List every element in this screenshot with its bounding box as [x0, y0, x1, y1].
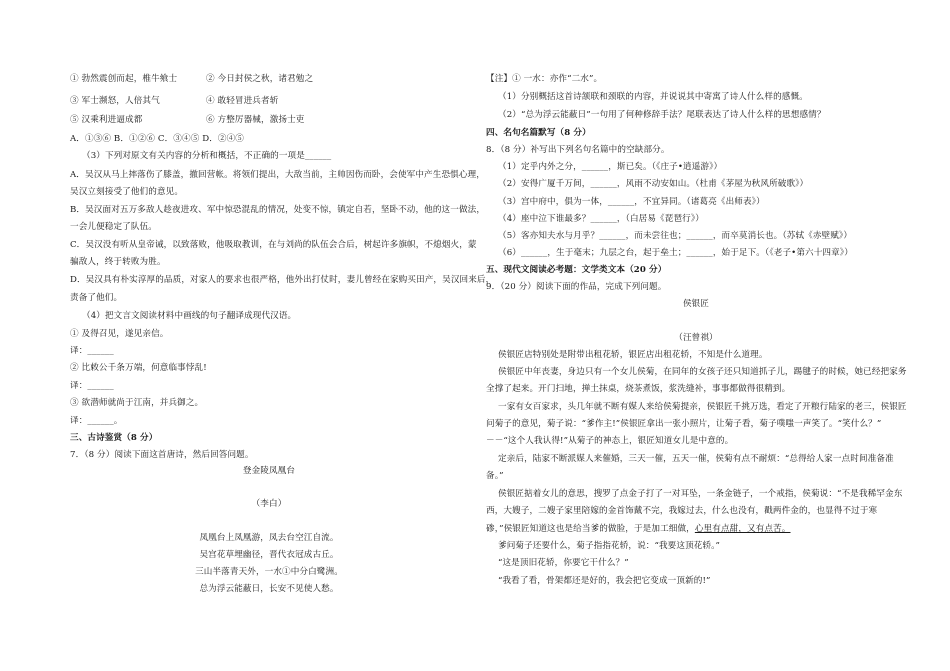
option-3: ③ 军士濒怒，人倍其气 — [70, 96, 160, 106]
question-3: （3）下列对原文有关内容的分析和概括，不正确的一项是______ — [82, 151, 332, 161]
choice-d-line-2: 责备了他们。 — [70, 293, 123, 303]
choice-d-line-1: D．吴汉具有朴实淳厚的品质，对家人的要求也很严格，他外出打仗时，妻儿曾经在家购买田产，吴汉回来后， — [70, 275, 495, 285]
poem-line-2: 吴宫花草埋幽径，晋代衣冠成古丘。 — [199, 550, 339, 560]
poem-question-1: （1）分别概括这首诗颔联和颈联的内容，并说说其中寄寓了诗人什么样的感慨。 — [498, 92, 808, 102]
section-4-heading: 四、名句名篇默写（8 分） — [486, 128, 591, 138]
option-row-1 — [70, 73, 314, 85]
poem-author: （李白） — [251, 499, 287, 509]
translate-3-answer: 译：______。 — [70, 416, 123, 426]
option-5: ⑤ 汉乘利进逼成都 — [70, 115, 143, 125]
choice-b-line-1: B．吴汉面对五万多敌人趁夜进攻、军中惊恐混乱的情况，处变不惊，镇定自若，坚卧不动，他的这一做法， — [70, 205, 486, 215]
option-2: ② 今日封侯之秋，诸君勉之 — [206, 74, 314, 84]
poem-note: 【注】① 一水：亦作“二水”。 — [486, 74, 603, 84]
question-9: 9．（20 分）阅读下面的作品，完成下列问题。 — [486, 282, 667, 292]
story-para-3-line-2: 问菊子的意见，菊子说：“爹作主!”侯银匠拿出一张小照片，让菊子看，菊子噗嗤一声笑了。“笑什么？” — [486, 419, 882, 429]
option-row-2 — [70, 95, 279, 107]
choice-c-line-1: C．吴汉没有听从皇帝诫，以致落败，他吸取教训，在与刘尚的队伍会合后，树起许多旗帜，不熄烟火，蒙 — [70, 240, 477, 250]
poem-line-1: 凤凰台上凤凰游，凤去台空江自流。 — [199, 533, 339, 543]
story-para-7: “这是顶旧花轿，你要它干什么？” — [498, 558, 629, 568]
story-title: 侯银匠 — [682, 299, 710, 309]
story-para-6: 爹问菊子还要什么，菊子指指花轿，说：“我要这顶花轿。” — [498, 541, 721, 551]
fill-2: （2）安得广厦千万间，______，风雨不动安如山。（杜甫《茅屋为秋风所破歌》） — [498, 179, 809, 189]
option-row-3 — [70, 114, 305, 126]
poem-line-4: 总为浮云能蔽日，长安不见使人愁。 — [199, 584, 339, 594]
story-para-4-line-1: 定亲后，陆家不断派媒人来催婚，三天一催，五天一催，侯菊有点不耐烦：“总得给人家一点时间准备准 — [498, 454, 894, 464]
section-3-heading: 三、古诗鉴赏（8 分） — [70, 433, 158, 443]
fill-3: （3）宫中府中，俱为一体，______，不宜异同。（诸葛亮《出师表》） — [498, 197, 765, 207]
story-para-1: 侯银匠店特别处是附带出租花轿，银匠店出租花轿，不知是什么道理。 — [498, 350, 768, 360]
story-para-2-line-1: 侯银匠中年丧妻，身边只有一个女儿侯菊，在同年的女孩子还只知道抓子儿，踢毽子的时候，她已经把家务 — [498, 367, 907, 377]
story-para-8: “我看了看，骨架都还是好的，我会把它变成一顶新的!” — [498, 576, 711, 586]
translate-1: ① 及得召见，遂见亲信。 — [70, 329, 169, 339]
translate-3: ③ 欲潜师就尚于江南，并兵御之。 — [70, 398, 204, 408]
section-5-heading: 五、现代文阅读必考题：文学类文本（20 分） — [486, 265, 667, 275]
poem-line-3: 三山半落青天外，一水①中分白鹭洲。 — [195, 567, 343, 577]
question-4: （4）把文言文阅读材料中画线的句子翻译成现代汉语。 — [82, 311, 297, 321]
choice-c-line-2: 骗敌人，终于转败为胜。 — [70, 257, 166, 267]
fill-6: （6）______，生于毫末；九层之台，起于垒土；______，始于足下。（《老子•第六十四章》） — [498, 248, 853, 258]
choice-a-line-2: 吴汉立刻接受了他们的意见。 — [70, 187, 184, 197]
option-6: ⑥ 方整厉器械，激扬士吏 — [206, 115, 305, 125]
option-4: ④ 敢轻冒进兵者斩 — [206, 96, 279, 106]
fill-5: （5）客亦知夫水与月乎？______，而未尝往也；______，而卒莫消长也。（苏轼《赤壁赋》） — [498, 231, 853, 241]
story-para-2-line-2: 全撑了起来。开门扫地，掸土抹桌，烧茶煮饭，浆洗缝补，事事都做得很精到。 — [486, 384, 791, 394]
story-para-5-line-3 — [486, 523, 791, 535]
choice-a-line-1: A．吴汉从马上摔落伤了膝盖，撤回营帐。将领们提出，大敌当前，主帅因伤而卧，会使军中产生恐惧心理， — [70, 170, 485, 180]
story-para-3-line-3: －－“这个人我认得!”从菊子的神态上，银匠知道女儿是中意的。 — [486, 436, 734, 446]
story-para-5-text: 碜，”侯银匠知道这也是给当爹的做脸，于是加工细做， — [486, 524, 695, 534]
fill-1: （1）定乎内外之分，______，斯已矣。（《庄子•逍遥游》） — [498, 162, 723, 172]
story-author: （汪曾祺） — [674, 333, 718, 343]
story-para-5-line-1: 侯银匠掂着女儿的意思，搜罗了点金子打了一对耳坠，一条金链子，一个戒指，侯菊说：“不是我稀罕金东 — [498, 489, 903, 499]
translate-2-answer: 译：______ — [70, 381, 114, 391]
question-8: 8．（8 分）补写出下列名句名篇中的空缺部分。 — [486, 145, 670, 155]
underlined-sentence: 心里有点甜，又有点苦。 — [694, 524, 791, 534]
fill-4: （4）座中泣下谁最多？______，（白居易《琵琶行》） — [498, 214, 704, 224]
story-para-5-line-2: 西，大嫂子，二嫂子家里陪嫁的金首饰戴不完，我嫁过去，什么也没有，戳两件金的，也显得不过于寒 — [486, 506, 878, 516]
story-para-3-line-1: 一家有女百家求，头几年就不断有媒人来给侯菊提亲，侯银匠千挑万选，看定了开粮行陆家的老三，侯银匠 — [498, 402, 907, 412]
translate-2: ② 比敕公千条万端，何意临事悖乱! — [70, 363, 207, 373]
translate-1-answer: 译：______ — [70, 346, 114, 356]
option-1: ① 勃然震创而起，椎牛飨士 — [70, 74, 178, 84]
answer-choices: A．①③⑥ B．①②⑥ C．③④⑤ D．②④⑤ — [70, 134, 244, 144]
poem-title: 登金陵凤凰台 — [242, 466, 296, 476]
question-7: 7．（8 分）阅读下面这首唐诗，然后回答问题。 — [70, 450, 254, 460]
story-para-4-line-2: 备。” — [486, 471, 504, 481]
choice-b-line-2: 一会儿便稳定了队伍。 — [70, 222, 157, 232]
poem-question-2: （2）“总为浮云能蔽日”一句用了何种修辞手法？尾联表达了诗人什么样的思想感情？ — [498, 110, 826, 120]
